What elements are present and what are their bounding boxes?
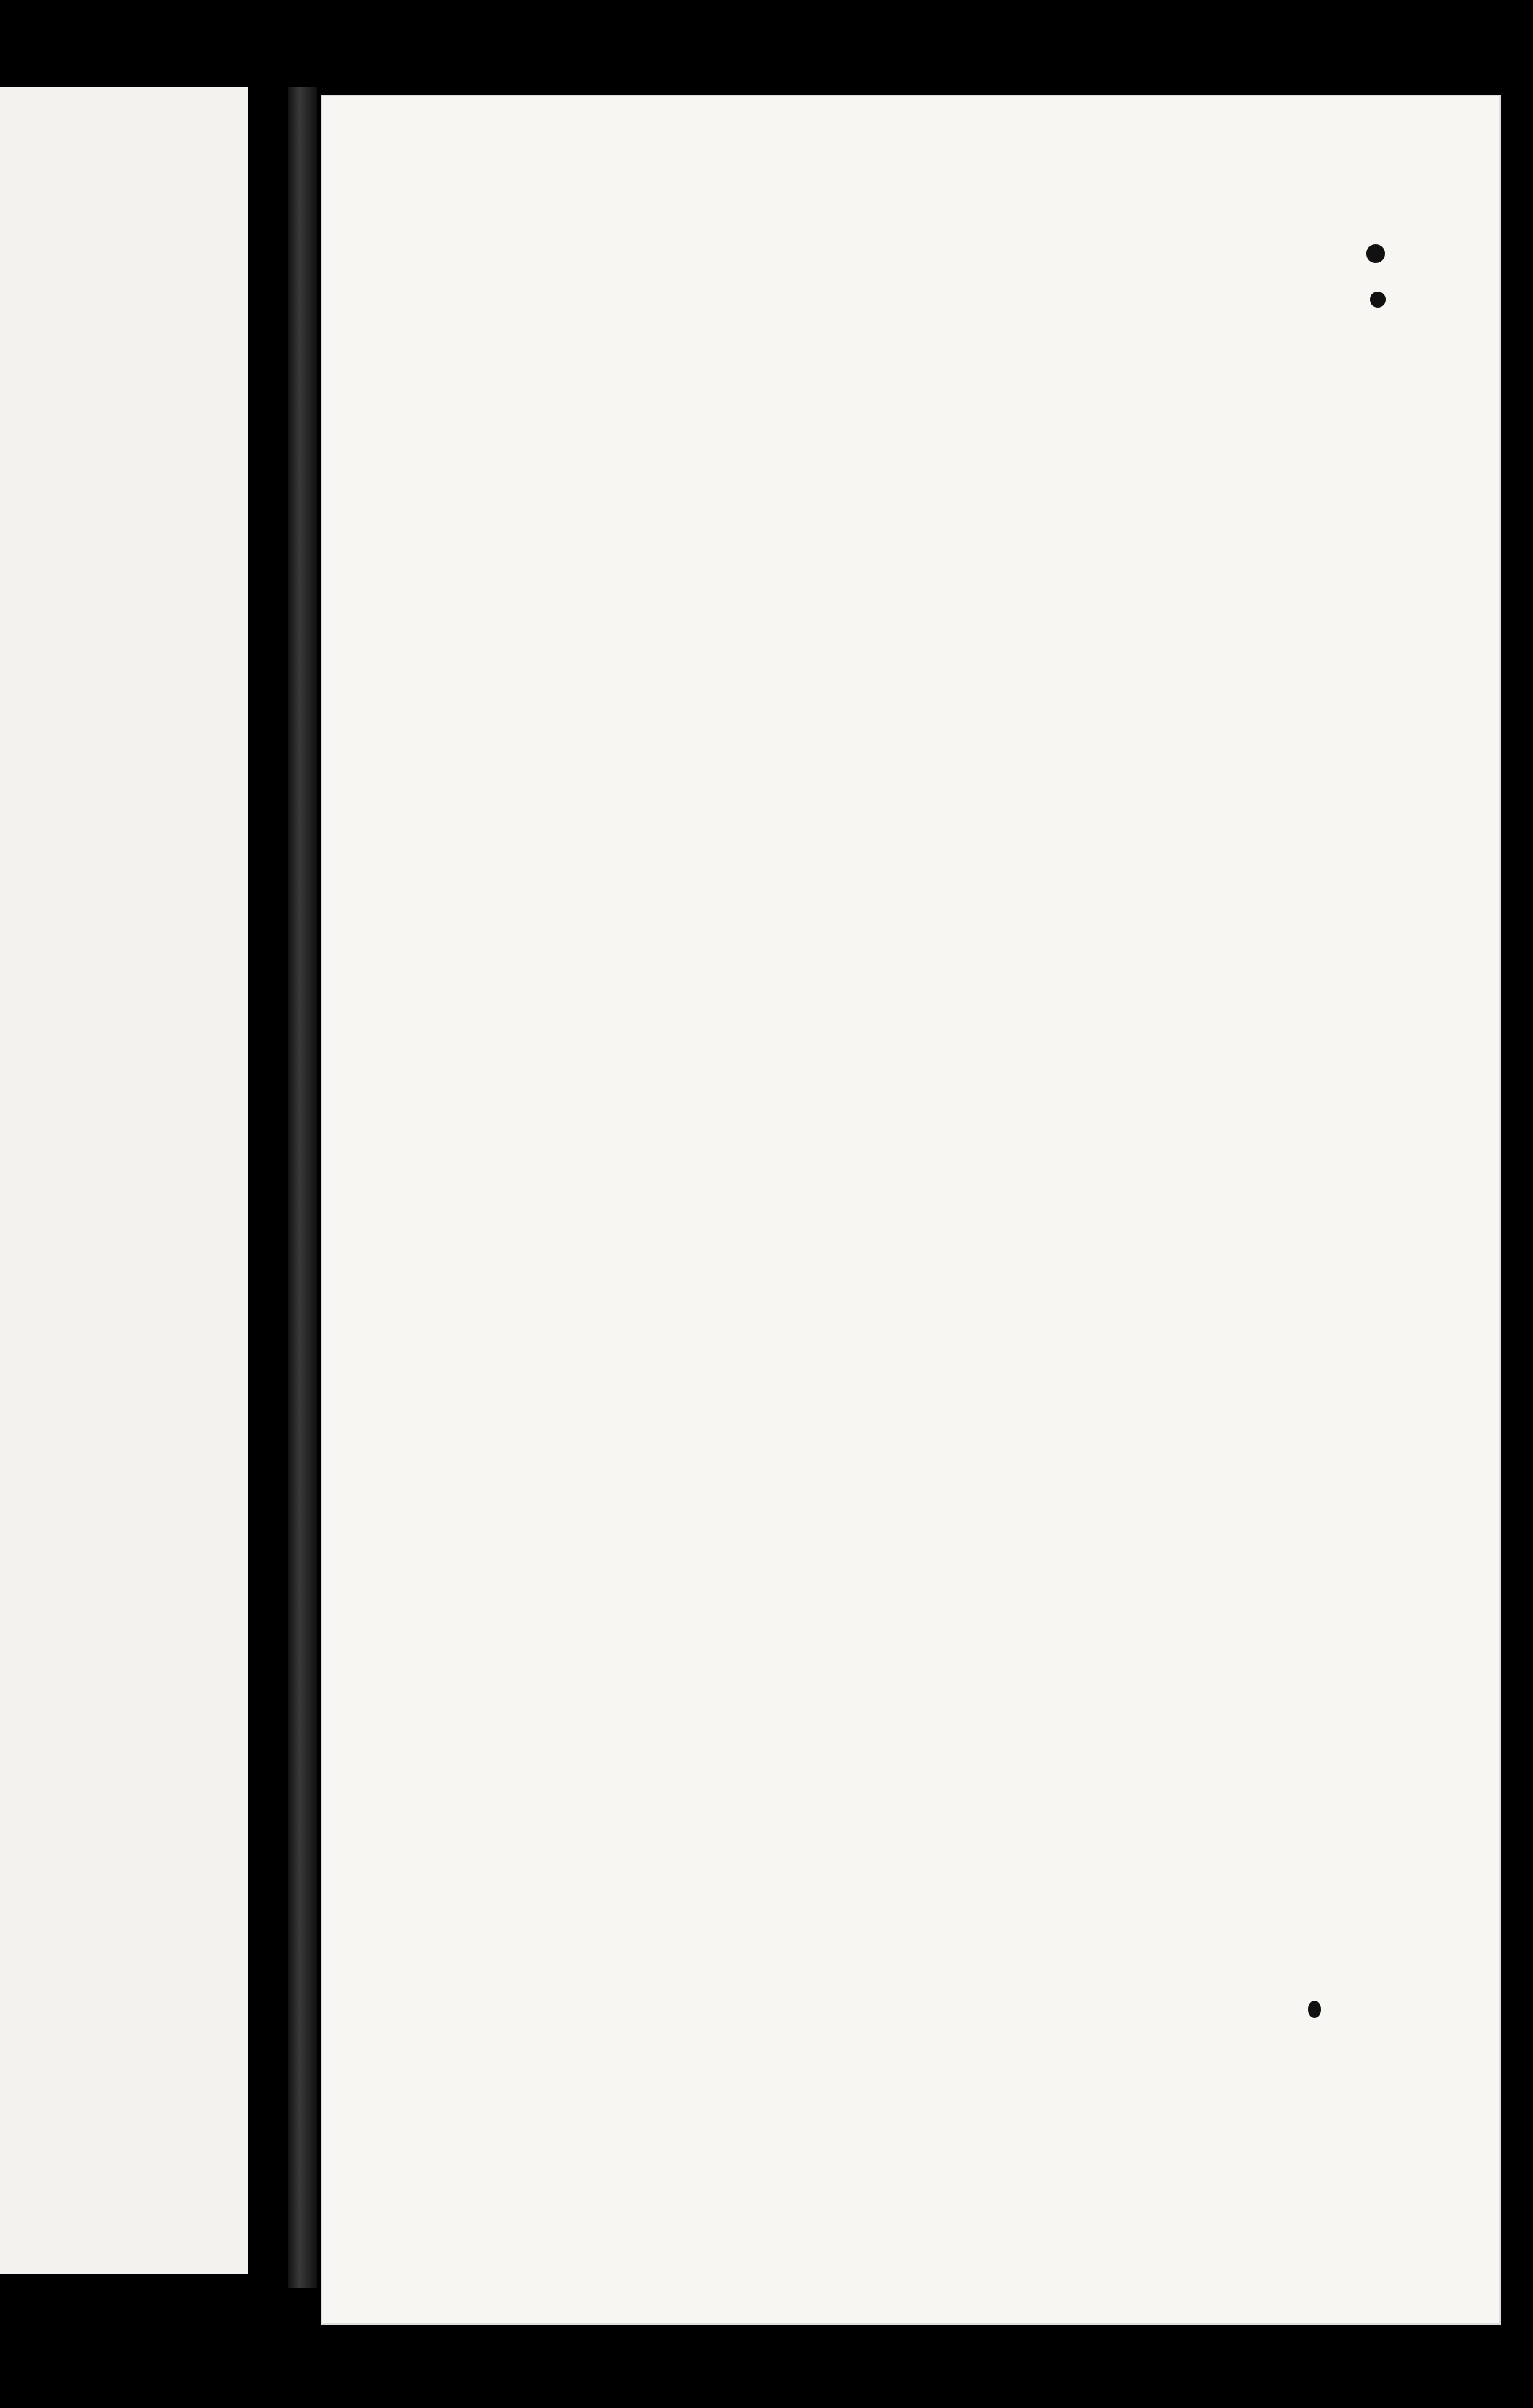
ink-speck-icon — [1308, 2001, 1321, 2018]
facing-page-fragment — [0, 87, 248, 2274]
bullet-ornament-icon — [1366, 244, 1385, 263]
main-page — [321, 95, 1501, 2325]
body-text — [397, 277, 1199, 306]
bullet-ornament-icon — [1370, 292, 1386, 308]
page-edge-shadow — [288, 87, 317, 2288]
